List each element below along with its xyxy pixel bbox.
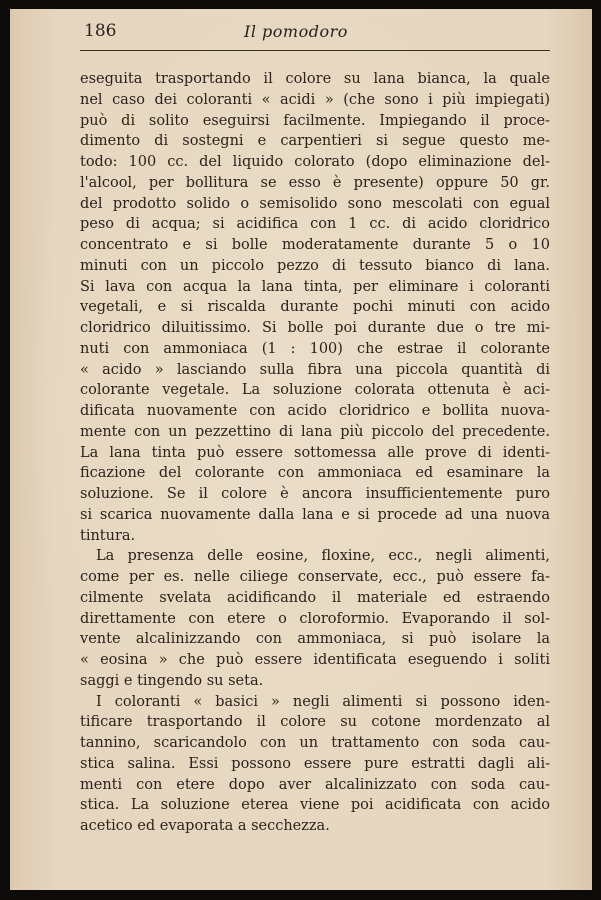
header-rule	[80, 50, 550, 51]
text-line: nuti con ammoniaca (1 : 100) che estrae il colorante	[80, 340, 550, 357]
text-line: si scarica nuovamente dalla lana e si procede ad una nuova	[80, 506, 550, 523]
text-line: stica. La soluzione eterea viene poi acidificata con acido	[80, 797, 550, 814]
paragraph-start-line: I coloranti « basici » negli alimenti si possono iden-	[96, 693, 550, 710]
text-line: direttamente con etere o cloroformio. Evaporando il sol-	[80, 610, 550, 627]
paragraph-end-line: tintura.	[80, 527, 136, 544]
text-line: vente alcalinizzando con ammoniaca, si può isolare la	[80, 631, 550, 648]
text-line: mente con un pezzettino di lana più piccolo del precedente.	[80, 423, 550, 440]
text-line: peso di acqua; si acidifica con 1 cc. di acido cloridrico	[80, 216, 550, 233]
text-line: todo: 100 cc. del liquido colorato (dopo eliminazione del-	[80, 154, 550, 170]
text-line: come per es. nelle ciliege conservate, ecc., può essere fa-	[80, 569, 550, 585]
text-line: stica salina. Essi possono essere pure estratti dagli ali-	[80, 755, 550, 772]
page-header	[84, 21, 564, 47]
text-line: eseguita trasportando il colore su lana bianca, la quale	[80, 71, 550, 87]
text-line: dimento di sostegni e carpentieri si segue questo me-	[80, 133, 550, 150]
paragraph-start-line: La presenza delle eosine, floxine, ecc., negli alimenti,	[96, 548, 550, 565]
text-line: La lana tinta può essere sottomessa alle prove di identi-	[80, 444, 550, 461]
text-line: concentrato e si bolle moderatamente durante 5 o 10	[80, 237, 550, 253]
text-line: tannino, scaricandolo con un trattamento con soda cau-	[80, 735, 550, 751]
text-line: Si lava con acqua la lana tinta, per eliminare i coloranti	[80, 278, 550, 295]
text-line: ficazione del colorante con ammoniaca ed esaminare la	[80, 465, 550, 482]
text-line: cilmente svelata acidificando il materiale ed estraendo	[80, 589, 550, 606]
text-line: colorante vegetale. La soluzione colorata ottenuta è aci-	[80, 382, 550, 399]
text-line: menti con etere dopo aver alcalinizzato con soda cau-	[80, 776, 550, 793]
text-line: dificata nuovamente con acido cloridrico e bollita nuova-	[80, 403, 550, 419]
book-page	[10, 9, 592, 890]
text-line: può di solito eseguirsi facilmente. Impiegando il proce-	[80, 112, 550, 129]
page-number: 186	[84, 21, 117, 41]
text-line: l'alcool, per bollitura se esso è presente) oppure 50 gr.	[80, 174, 550, 191]
text-line: vegetali, e si riscalda durante pochi minuti con acido	[80, 299, 550, 316]
body-text	[80, 69, 550, 837]
text-line: « acido » lasciando sulla fibra una piccola quantità di	[80, 361, 550, 378]
running-title: Il pomodoro	[244, 22, 348, 41]
text-line: soluzione. Se il colore è ancora insufficientemente puro	[80, 486, 550, 502]
paragraph-end-line: acetico ed evaporata a secchezza.	[80, 818, 330, 834]
text-line: minuti con un piccolo pezzo di tessuto bianco di lana.	[80, 257, 550, 274]
text-line: del prodotto solido o semisolido sono mescolati con egual	[80, 195, 550, 212]
paragraph-end-line: saggi e tingendo su seta.	[80, 672, 264, 689]
text-line: « eosina » che può essere identificata eseguendo i soliti	[80, 652, 550, 668]
text-line: cloridrico diluitissimo. Si bolle poi durante due o tre mi-	[80, 320, 550, 336]
text-line: nel caso dei coloranti « acidi » (che sono i più impiegati)	[80, 91, 550, 108]
text-line: tificare trasportando il colore su cotone mordenzato al	[80, 714, 550, 731]
